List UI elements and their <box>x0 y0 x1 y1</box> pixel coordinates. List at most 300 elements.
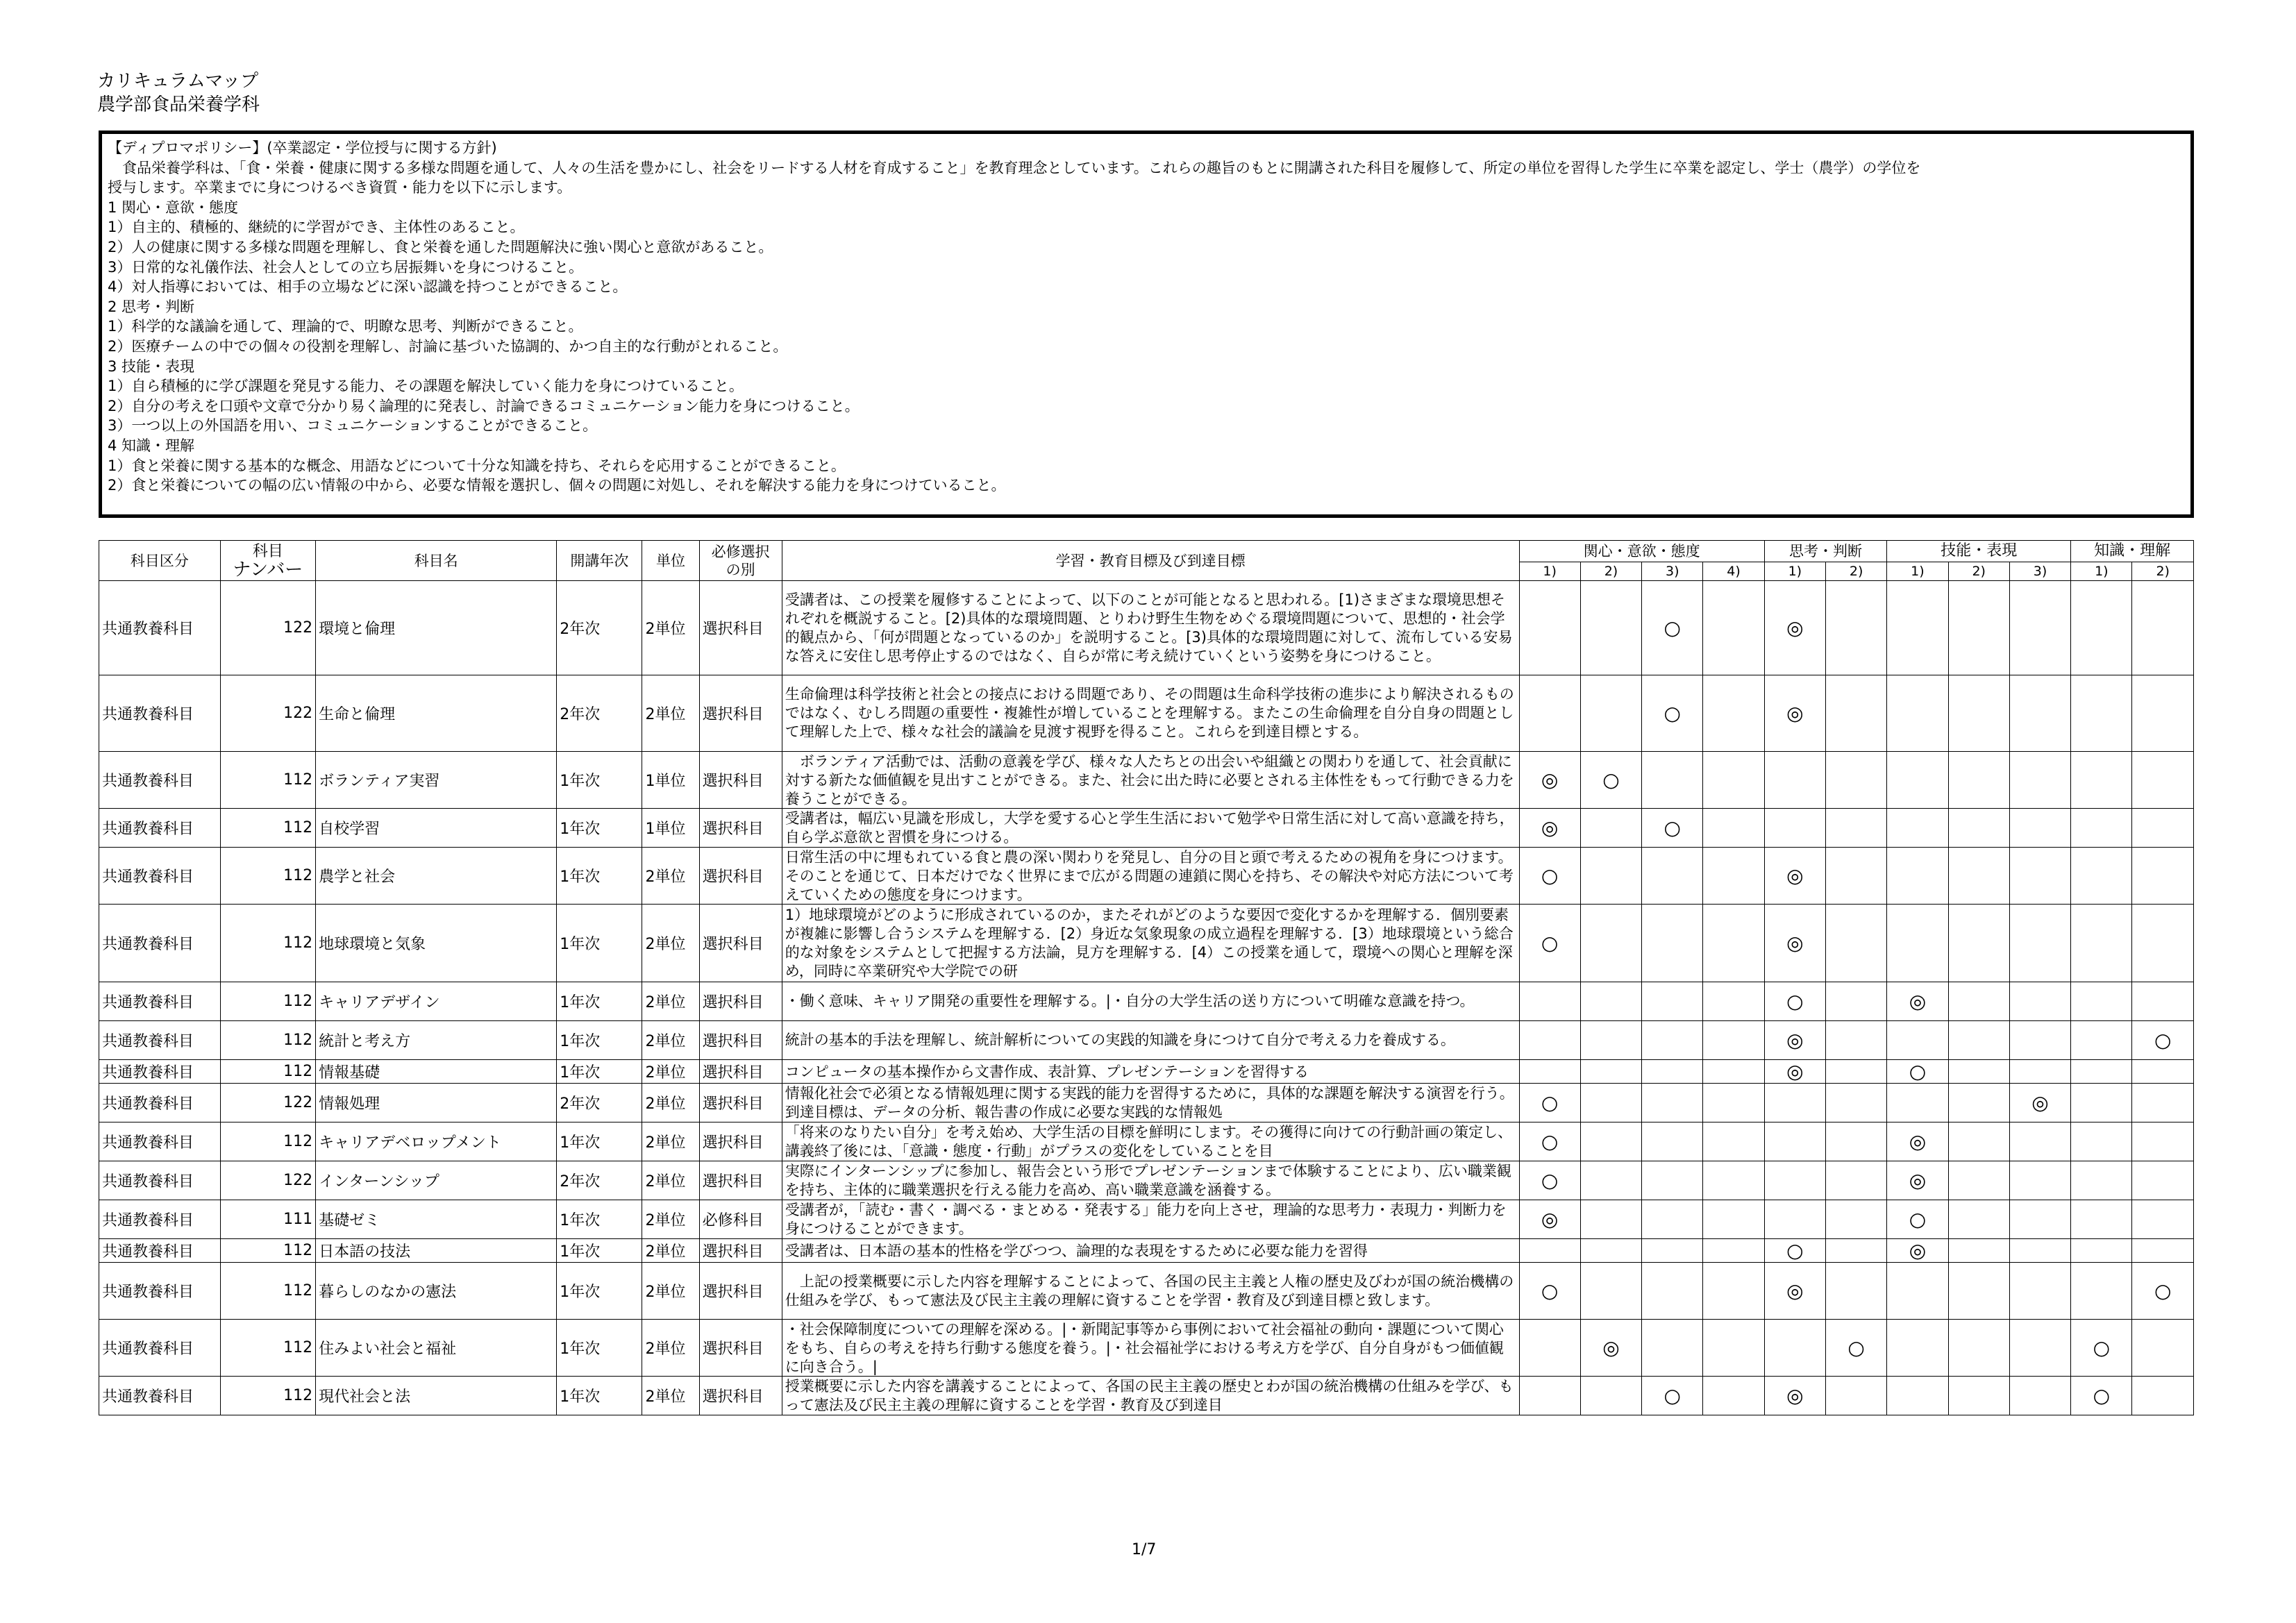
row-mark <box>2132 1060 2194 1084</box>
row-required: 必修科目 <box>699 1200 782 1239</box>
row-mark <box>2071 1239 2132 1263</box>
row-mark: ◎ <box>2009 1084 2070 1122</box>
row-goal-text: 日常生活の中に埋もれている食と農の深い関わりを発見し、自分の目と頭で考えるための視角を身につけます。そのことを通じて、日本だけでなく世界にまで広がる問題の連鎖に関心を持ち、その解決や対応方法について考えていくための態度を身につけます。 <box>785 848 1514 903</box>
row-mark <box>2132 1320 2194 1377</box>
row-mark <box>1580 1200 1641 1239</box>
row-mark <box>1519 1021 1580 1060</box>
row-mark <box>2071 1161 2132 1200</box>
row-mark <box>1887 1084 1948 1122</box>
row-mark: ◎ <box>1764 848 1825 905</box>
row-name: 地球環境と気象 <box>316 905 557 982</box>
table-row <box>99 905 2194 982</box>
row-mark <box>2009 1060 2070 1084</box>
row-year: 1年次 <box>557 905 642 982</box>
row-name: 生命と倫理 <box>316 675 557 752</box>
row-mark <box>1703 1320 1764 1377</box>
row-mark <box>2132 1161 2194 1200</box>
row-mark <box>1642 1320 1703 1377</box>
row-mark <box>1887 581 1948 675</box>
page-title: カリキュラムマップ <box>97 71 259 92</box>
table-row <box>99 1084 2194 1122</box>
row-mark <box>1642 1263 1703 1320</box>
row-goal <box>782 982 1519 1021</box>
row-category: 共通教養科目 <box>99 1200 221 1239</box>
row-goal <box>782 1084 1519 1122</box>
row-category: 共通教養科目 <box>99 848 221 905</box>
row-goal <box>782 809 1519 848</box>
row-goal-text: 受講者は、この授業を履修することによって、以下のことが可能となると思われる。[1)さまざまな環境思想それぞれを概説すること。[2)具体的な環境問題、とりわけ野生生物をめぐる環境問題について、思想的・社会学的観点から、「何が問題となっているのか」を説明すること。[3)具体的な環境問題に対して、流布している安易な答えに安住し思考停止するのではなく、自らが常に考え続けていくという姿勢を身につけること。 <box>785 591 1513 664</box>
row-number: 112 <box>220 809 316 848</box>
table-row <box>99 1060 2194 1084</box>
row-mark: ○ <box>1642 1377 1703 1415</box>
table-row <box>99 1021 2194 1060</box>
row-mark <box>1825 675 1886 752</box>
row-mark <box>1519 1239 1580 1263</box>
row-goal-text: 受講者が，「読む・書く・調べる・まとめる・発表する」能力を向上させ，理論的な思考力・表現力・判断力を身につけることができます。 <box>785 1201 1507 1237</box>
row-mark: ○ <box>1519 848 1580 905</box>
row-name: 日本語の技法 <box>316 1239 557 1263</box>
row-mark <box>2009 675 2070 752</box>
policy-line: 2）人の健康に関する多様な問題を理解し、食と栄養を通した問題解決に強い関心と意欲があること。 <box>108 238 773 255</box>
row-year: 1年次 <box>557 1320 642 1377</box>
row-mark <box>1887 848 1948 905</box>
row-number: 122 <box>220 581 316 675</box>
col-required: 必修選択 の別 <box>699 541 782 581</box>
row-mark <box>1642 982 1703 1021</box>
row-goal-text: 上記の授業概要に示した内容を理解することによって、各国の民主主義と人権の歴史及びわが国の統治機構の仕組みを学び、もって憲法及び民主主義の理解に資することを学習・教育及び到達目標と致します。 <box>785 1272 1514 1309</box>
row-mark <box>1887 1377 1948 1415</box>
row-mark: ◎ <box>1519 752 1580 809</box>
row-mark <box>2009 848 2070 905</box>
row-goal <box>782 1320 1519 1377</box>
table-row <box>99 752 2194 809</box>
table-row <box>99 581 2194 675</box>
row-mark <box>2009 1263 2070 1320</box>
row-mark <box>2009 1239 2070 1263</box>
row-goal <box>782 1021 1519 1060</box>
row-goal-text: 情報化社会で必須となる情報処理に関する実践的能力を習得するために，具体的な課題を解決する演習を行う。到達目標は、データの分析、報告書の作成に必要な実践的な情報処 <box>785 1084 1514 1120</box>
row-number: 112 <box>220 1122 316 1161</box>
row-goal-text: 「将来のなりたい自分」を考え始め、大学生活の目標を鮮明にします。その獲得に向けての行動計画の策定し、講義終了後には、「意識・態度・行動」がプラスの変化をしていることを目 <box>785 1123 1513 1159</box>
row-mark: ○ <box>1764 982 1825 1021</box>
row-mark: ◎ <box>1764 1021 1825 1060</box>
row-category: 共通教養科目 <box>99 1084 221 1122</box>
row-name: 情報基礎 <box>316 1060 557 1084</box>
row-mark <box>1825 581 1886 675</box>
row-mark <box>1703 1084 1764 1122</box>
row-mark <box>2071 752 2132 809</box>
row-mark <box>2071 1021 2132 1060</box>
row-mark: ◎ <box>1764 675 1825 752</box>
row-mark <box>1948 1239 2009 1263</box>
row-mark <box>1703 809 1764 848</box>
row-mark <box>1703 1239 1764 1263</box>
row-mark <box>2132 1239 2194 1263</box>
row-goal <box>782 675 1519 752</box>
row-name: 基礎ゼミ <box>316 1200 557 1239</box>
row-name: 現代社会と法 <box>316 1377 557 1415</box>
row-goal <box>782 1239 1519 1263</box>
row-mark <box>1825 1060 1886 1084</box>
row-goal <box>782 905 1519 982</box>
policy-line: 3）一つ以上の外国語を用い、コミュニケーションすることができること。 <box>108 417 598 435</box>
row-number: 112 <box>220 752 316 809</box>
row-mark: ◎ <box>1887 1161 1948 1200</box>
row-units: 2単位 <box>642 1320 699 1377</box>
row-year: 1年次 <box>557 1122 642 1161</box>
policy-line: 1）科学的な議論を通して、理論的で、明瞭な思考、判断ができること。 <box>108 318 583 335</box>
page-number: 1/7 <box>1132 1541 1157 1558</box>
policy-line: 4 知識・理解 <box>108 437 195 454</box>
row-mark: ◎ <box>1519 1200 1580 1239</box>
row-name: 自校学習 <box>316 809 557 848</box>
row-required: 選択科目 <box>699 809 782 848</box>
row-mark <box>2132 809 2194 848</box>
row-year: 1年次 <box>557 1263 642 1320</box>
subheader-g4-1: 1) <box>2071 562 2132 581</box>
row-required: 選択科目 <box>699 982 782 1021</box>
row-category: 共通教養科目 <box>99 1377 221 1415</box>
row-goal-text: ・働く意味、キャリア開発の重要性を理解する。|・自分の大学生活の送り方について明確な意識を持つ。 <box>785 993 1475 1009</box>
subheader-g2-1: 1) <box>1764 562 1825 581</box>
row-mark <box>1703 1060 1764 1084</box>
row-units: 1単位 <box>642 809 699 848</box>
row-mark <box>1519 1377 1580 1415</box>
row-year: 1年次 <box>557 752 642 809</box>
row-name: 情報処理 <box>316 1084 557 1122</box>
row-mark <box>1764 1122 1825 1161</box>
policy-line: 3 技能・表現 <box>108 358 195 375</box>
row-mark <box>1948 752 2009 809</box>
row-mark <box>1948 1021 2009 1060</box>
row-goal-text: ・社会保障制度についての理解を深める。|・新聞記事等から事例において社会福祉の動向・課題について関心をもち、自らの考えを持ち行動する態度を養う。|・社会福祉学における考え方を学び、自分自身がもつ価値観に向き合う。| <box>785 1320 1504 1375</box>
row-mark <box>1519 982 1580 1021</box>
row-required: 選択科目 <box>699 1161 782 1200</box>
row-mark <box>1948 809 2009 848</box>
row-category: 共通教養科目 <box>99 675 221 752</box>
row-mark <box>1825 1377 1886 1415</box>
row-mark <box>1764 1320 1825 1377</box>
row-category: 共通教養科目 <box>99 809 221 848</box>
row-mark: ○ <box>1519 1122 1580 1161</box>
row-required: 選択科目 <box>699 905 782 982</box>
row-goal <box>782 1200 1519 1239</box>
row-mark <box>1642 848 1703 905</box>
row-mark <box>1519 1060 1580 1084</box>
row-mark <box>1948 1377 2009 1415</box>
row-mark <box>2009 1377 2070 1415</box>
row-number: 112 <box>220 1060 316 1084</box>
row-mark <box>2132 581 2194 675</box>
row-goal-text: 生命倫理は科学技術と社会との接点における問題であり、その問題は生命科学技術の進歩により解決されるものではなく、むしろ問題の重要性・複雑性が増していることを理解する。またこの生命倫理を自分自身の問題として理解した上で、様々な社会的議論を見渡す視野を得ること。これらを到達目標とする。 <box>785 686 1514 740</box>
row-mark <box>1580 1161 1641 1200</box>
row-mark <box>2071 982 2132 1021</box>
row-mark <box>2009 982 2070 1021</box>
row-mark <box>1764 1161 1825 1200</box>
row-mark: ◎ <box>1887 1239 1948 1263</box>
row-name: 暮らしのなかの憲法 <box>316 1263 557 1320</box>
policy-line: 1 関心・意欲・態度 <box>108 199 239 216</box>
row-mark <box>1948 1200 2009 1239</box>
row-mark <box>2071 581 2132 675</box>
row-mark <box>1580 1021 1641 1060</box>
row-mark: ○ <box>1580 752 1641 809</box>
row-mark <box>1948 675 2009 752</box>
row-goal-text: ボランティア活動では、活動の意義を学び、様々な人たちとの出会いや組織との関わりを通して、社会貢献に対する新たな価値観を見出すことができる。また、社会に出た時に必要とされる主体性をもって行動できる力を養うことができる。 <box>785 752 1514 807</box>
row-mark <box>1703 982 1764 1021</box>
subheader-g3-1: 1) <box>1887 562 1948 581</box>
row-required: 選択科目 <box>699 1122 782 1161</box>
row-year: 2年次 <box>557 675 642 752</box>
row-units: 2単位 <box>642 581 699 675</box>
row-required: 選択科目 <box>699 1084 782 1122</box>
group-interest: 関心・意欲・態度 <box>1519 541 1764 562</box>
row-mark <box>1580 1239 1641 1263</box>
row-goal <box>782 1060 1519 1084</box>
row-mark <box>2009 1161 2070 1200</box>
row-goal-text: コンピュータの基本操作から文書作成、表計算、プレゼンテーションを習得する <box>785 1063 1309 1080</box>
row-mark <box>1948 848 2009 905</box>
row-mark: ◎ <box>1580 1320 1641 1377</box>
row-category: 共通教養科目 <box>99 1021 221 1060</box>
row-mark <box>2009 809 2070 848</box>
row-units: 2単位 <box>642 675 699 752</box>
row-category: 共通教養科目 <box>99 581 221 675</box>
row-mark <box>1519 675 1580 752</box>
row-number: 112 <box>220 848 316 905</box>
row-mark: ◎ <box>1764 1060 1825 1084</box>
row-mark <box>2132 1122 2194 1161</box>
row-mark <box>1825 1021 1886 1060</box>
row-mark <box>1642 752 1703 809</box>
row-number: 112 <box>220 1377 316 1415</box>
table-row <box>99 1122 2194 1161</box>
row-mark <box>1825 1239 1886 1263</box>
subheader-g3-3: 3) <box>2009 562 2070 581</box>
row-units: 2単位 <box>642 1122 699 1161</box>
row-mark <box>1642 1122 1703 1161</box>
row-mark <box>1825 1161 1886 1200</box>
row-mark: ◎ <box>1764 905 1825 982</box>
row-units: 2単位 <box>642 1084 699 1122</box>
table-row <box>99 982 2194 1021</box>
row-mark <box>1887 1021 1948 1060</box>
policy-line: 【ディプロマポリシー】(卒業認定・学位授与に関する方針) <box>108 140 497 156</box>
row-mark: ○ <box>1519 1084 1580 1122</box>
table-row <box>99 1200 2194 1239</box>
row-mark <box>2071 905 2132 982</box>
row-required: 選択科目 <box>699 1021 782 1060</box>
row-units: 2単位 <box>642 905 699 982</box>
row-category: 共通教養科目 <box>99 1060 221 1084</box>
row-mark <box>1642 1200 1703 1239</box>
row-year: 1年次 <box>557 1200 642 1239</box>
row-year: 1年次 <box>557 848 642 905</box>
row-number: 122 <box>220 1084 316 1122</box>
row-mark <box>1764 1200 1825 1239</box>
row-mark <box>2071 1263 2132 1320</box>
row-mark: ○ <box>2132 1263 2194 1320</box>
row-number: 112 <box>220 1239 316 1263</box>
row-mark <box>2009 1200 2070 1239</box>
row-mark <box>1887 1320 1948 1377</box>
row-name: ボランティア実習 <box>316 752 557 809</box>
row-units: 2単位 <box>642 1377 699 1415</box>
row-required: 選択科目 <box>699 675 782 752</box>
table-row <box>99 1263 2194 1320</box>
row-mark <box>1703 1377 1764 1415</box>
table-row <box>99 1161 2194 1200</box>
row-mark <box>2132 848 2194 905</box>
row-year: 2年次 <box>557 581 642 675</box>
row-category: 共通教養科目 <box>99 905 221 982</box>
row-category: 共通教養科目 <box>99 1320 221 1377</box>
row-mark <box>1703 1122 1764 1161</box>
row-required: 選択科目 <box>699 1263 782 1320</box>
row-category: 共通教養科目 <box>99 1161 221 1200</box>
row-goal <box>782 1263 1519 1320</box>
row-year: 2年次 <box>557 1084 642 1122</box>
row-mark: ◎ <box>1764 1263 1825 1320</box>
policy-line: 1）自ら積極的に学び課題を発見する能力、その課題を解決していく能力を身につけていること。 <box>108 378 744 395</box>
table-row <box>99 848 2194 905</box>
policy-line: 食品栄養学科は、「食・栄養・健康に関する多様な問題を通して、人々の生活を豊かにし、社会をリードする人材を育成すること」を教育理念としています。これらの趣旨のもとに開講された科目を履修して、所定の単位を習得した学生に卒業を認定し、学士（農学）の学位を <box>108 159 1921 176</box>
row-mark <box>1580 905 1641 982</box>
row-number: 111 <box>220 1200 316 1239</box>
row-year: 1年次 <box>557 1239 642 1263</box>
row-mark: ◎ <box>1887 1122 1948 1161</box>
row-mark <box>1887 1263 1948 1320</box>
row-mark <box>2132 905 2194 982</box>
row-category: 共通教養科目 <box>99 982 221 1021</box>
row-mark: ○ <box>2132 1021 2194 1060</box>
row-units: 2単位 <box>642 848 699 905</box>
row-category: 共通教養科目 <box>99 752 221 809</box>
row-mark <box>1519 1320 1580 1377</box>
row-mark <box>1887 752 1948 809</box>
row-mark <box>1948 1060 2009 1084</box>
row-name: 統計と考え方 <box>316 1021 557 1060</box>
curriculum-map-table <box>99 540 2194 1415</box>
row-units: 2単位 <box>642 1200 699 1239</box>
row-mark: ◎ <box>1519 809 1580 848</box>
row-year: 1年次 <box>557 809 642 848</box>
row-mark <box>1948 1161 2009 1200</box>
row-required: 選択科目 <box>699 1060 782 1084</box>
row-mark <box>1764 809 1825 848</box>
row-required: 選択科目 <box>699 848 782 905</box>
row-goal <box>782 1161 1519 1200</box>
table-row <box>99 1377 2194 1415</box>
row-mark <box>2009 752 2070 809</box>
row-mark <box>1703 1200 1764 1239</box>
page-subtitle: 農学部食品栄養学科 <box>97 94 260 115</box>
row-mark: ○ <box>1642 581 1703 675</box>
row-mark <box>1825 848 1886 905</box>
row-goal-text: 受講者は、日本語の基本的性格を学びつつ、論理的な表現をするために必要な能力を習得 <box>785 1242 1368 1259</box>
row-mark <box>1948 1263 2009 1320</box>
row-number: 112 <box>220 905 316 982</box>
row-mark <box>1825 1122 1886 1161</box>
table-row <box>99 675 2194 752</box>
policy-line: 1）食と栄養に関する基本的な概念、用語などについて十分な知識を持ち、それらを応用することができること。 <box>108 457 846 474</box>
row-mark <box>1642 1021 1703 1060</box>
row-units: 2単位 <box>642 1060 699 1084</box>
subheader-g1-2: 2) <box>1580 562 1641 581</box>
row-number: 112 <box>220 1021 316 1060</box>
row-goal-text: 1）地球環境がどのように形成されているのか，またそれがどのような要因で変化するかを理解する．個別要素が複雑に影響し合うシステムを理解する．[2）身近な気象現象の成立過程を理解する．[3）地球環境という総合的な対象をシステムとして把握する方法論，見方を理解する．[4）この授業を通して，環境への関心と理解を深め，同時に卒業研究や大学院での研 <box>785 906 1514 979</box>
row-category: 共通教養科目 <box>99 1239 221 1263</box>
row-name: 環境と倫理 <box>316 581 557 675</box>
row-mark: ○ <box>1825 1320 1886 1377</box>
row-mark: ◎ <box>1887 982 1948 1021</box>
policy-line: 2）食と栄養についての幅の広い情報の中から、必要な情報を選択し、個々の問題に対処し、それを解決する能力を身につけていること。 <box>108 477 1006 494</box>
row-goal <box>782 581 1519 675</box>
row-mark <box>1703 581 1764 675</box>
col-category: 科目区分 <box>99 541 221 581</box>
row-required: 選択科目 <box>699 581 782 675</box>
row-goal-text: 授業概要に示した内容を講義することによって、各国の民主主義の歴史とわが国の統治機構の仕組みを学び、もって憲法及び民主主義の理解に資することを学習・教育及び到達目 <box>785 1377 1514 1413</box>
row-category: 共通教養科目 <box>99 1122 221 1161</box>
row-name: キャリアデザイン <box>316 982 557 1021</box>
row-required: 選択科目 <box>699 752 782 809</box>
row-goal <box>782 1377 1519 1415</box>
policy-line: 2）自分の考えを口頭や文章で分かり易く論理的に発表し、討論できるコミュニケーション能力を身につけること。 <box>108 397 860 414</box>
row-name: 住みよい社会と福祉 <box>316 1320 557 1377</box>
table-row <box>99 809 2194 848</box>
row-category: 共通教養科目 <box>99 1263 221 1320</box>
row-units: 2単位 <box>642 1263 699 1320</box>
group-knowledge: 知識・理解 <box>2071 541 2194 562</box>
row-mark <box>1887 905 1948 982</box>
subheader-g1-4: 4) <box>1703 562 1764 581</box>
subheader-g2-2: 2) <box>1825 562 1886 581</box>
row-mark <box>1703 1021 1764 1060</box>
row-year: 1年次 <box>557 982 642 1021</box>
row-mark: ○ <box>1642 675 1703 752</box>
row-goal <box>782 752 1519 809</box>
row-mark <box>1703 675 1764 752</box>
row-required: 選択科目 <box>699 1320 782 1377</box>
row-mark <box>1887 809 1948 848</box>
row-number: 112 <box>220 1320 316 1377</box>
row-year: 1年次 <box>557 1377 642 1415</box>
row-mark <box>1948 982 2009 1021</box>
row-mark <box>1825 982 1886 1021</box>
row-mark <box>1703 752 1764 809</box>
row-mark <box>1580 675 1641 752</box>
row-mark: ◎ <box>1764 1377 1825 1415</box>
row-mark <box>1887 675 1948 752</box>
row-mark <box>1825 905 1886 982</box>
row-mark <box>1642 1060 1703 1084</box>
row-mark: ○ <box>1519 905 1580 982</box>
row-mark <box>1764 752 1825 809</box>
row-number: 112 <box>220 982 316 1021</box>
row-mark <box>1948 1084 2009 1122</box>
col-year: 開講年次 <box>557 541 642 581</box>
row-mark <box>1948 1122 2009 1161</box>
row-mark <box>2071 1084 2132 1122</box>
row-mark: ○ <box>1887 1060 1948 1084</box>
row-mark <box>1642 1084 1703 1122</box>
row-mark <box>1703 1263 1764 1320</box>
row-mark <box>2132 982 2194 1021</box>
row-mark <box>2071 848 2132 905</box>
row-mark: ○ <box>1887 1200 1948 1239</box>
row-mark <box>2071 1060 2132 1084</box>
row-mark <box>2071 1200 2132 1239</box>
